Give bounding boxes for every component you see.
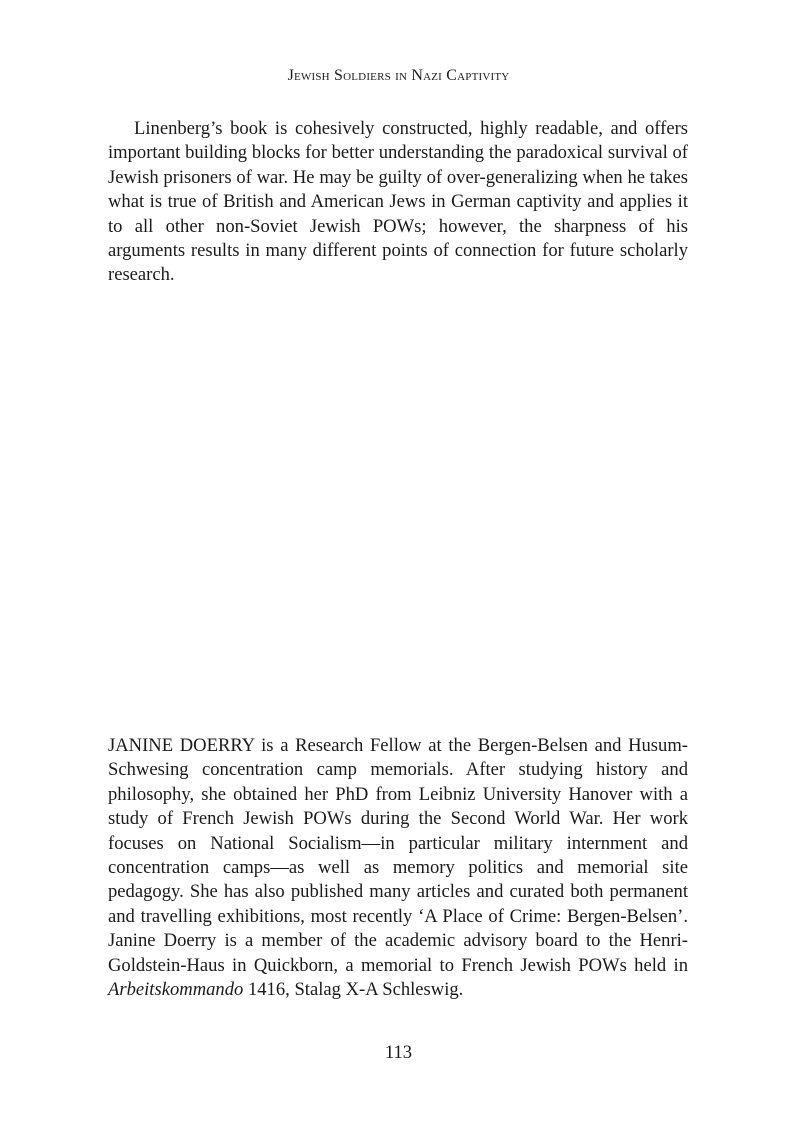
- bio-text-end: 1416, Stalag X-A Schleswig.: [243, 979, 464, 1001]
- review-paragraph: Linenberg’s book is cohesively constructed, highly readable, and offers important building blocks for better understanding the paradoxical survival of Jewish prisoners of war. He may be guilty of over-generalizing when he takes what is true of British and American Jews in German captivity and applies it to all other non-Soviet Jewish POWs; however, the sharpness of his arguments results in many different points of connection for future scholarly research.: [108, 118, 688, 286]
- author-bio-paragraph: [108, 734, 688, 1002]
- page-number: 113: [384, 1042, 413, 1063]
- bio-text-start: JANINE DOERRY is a Research Fellow at the Bergen-Belsen and Husum-Schwesing concentration camp memorials. After studying history and philosophy, she obtained her PhD from Leibniz University Hanover with a study of French Jewish POWs during the Second World War. Her work focuses on National Socialism—in particular military internment and concentration camps—as well as memory politics and memorial site pedagogy. She has also published many articles and curated both permanent and travelling exhibitions, most recently ‘A Place of Crime: Bergen-Belsen’. Janine Doerry is a member of the academic advisory board to the Henri-Goldstein-Haus in Quickborn, a memorial to French Jewish POWs held in: [108, 735, 688, 976]
- bio-italic-term: Arbeitskommando: [108, 979, 244, 1001]
- running-head: Jewish Soldiers in Nazi Captivity: [287, 67, 510, 84]
